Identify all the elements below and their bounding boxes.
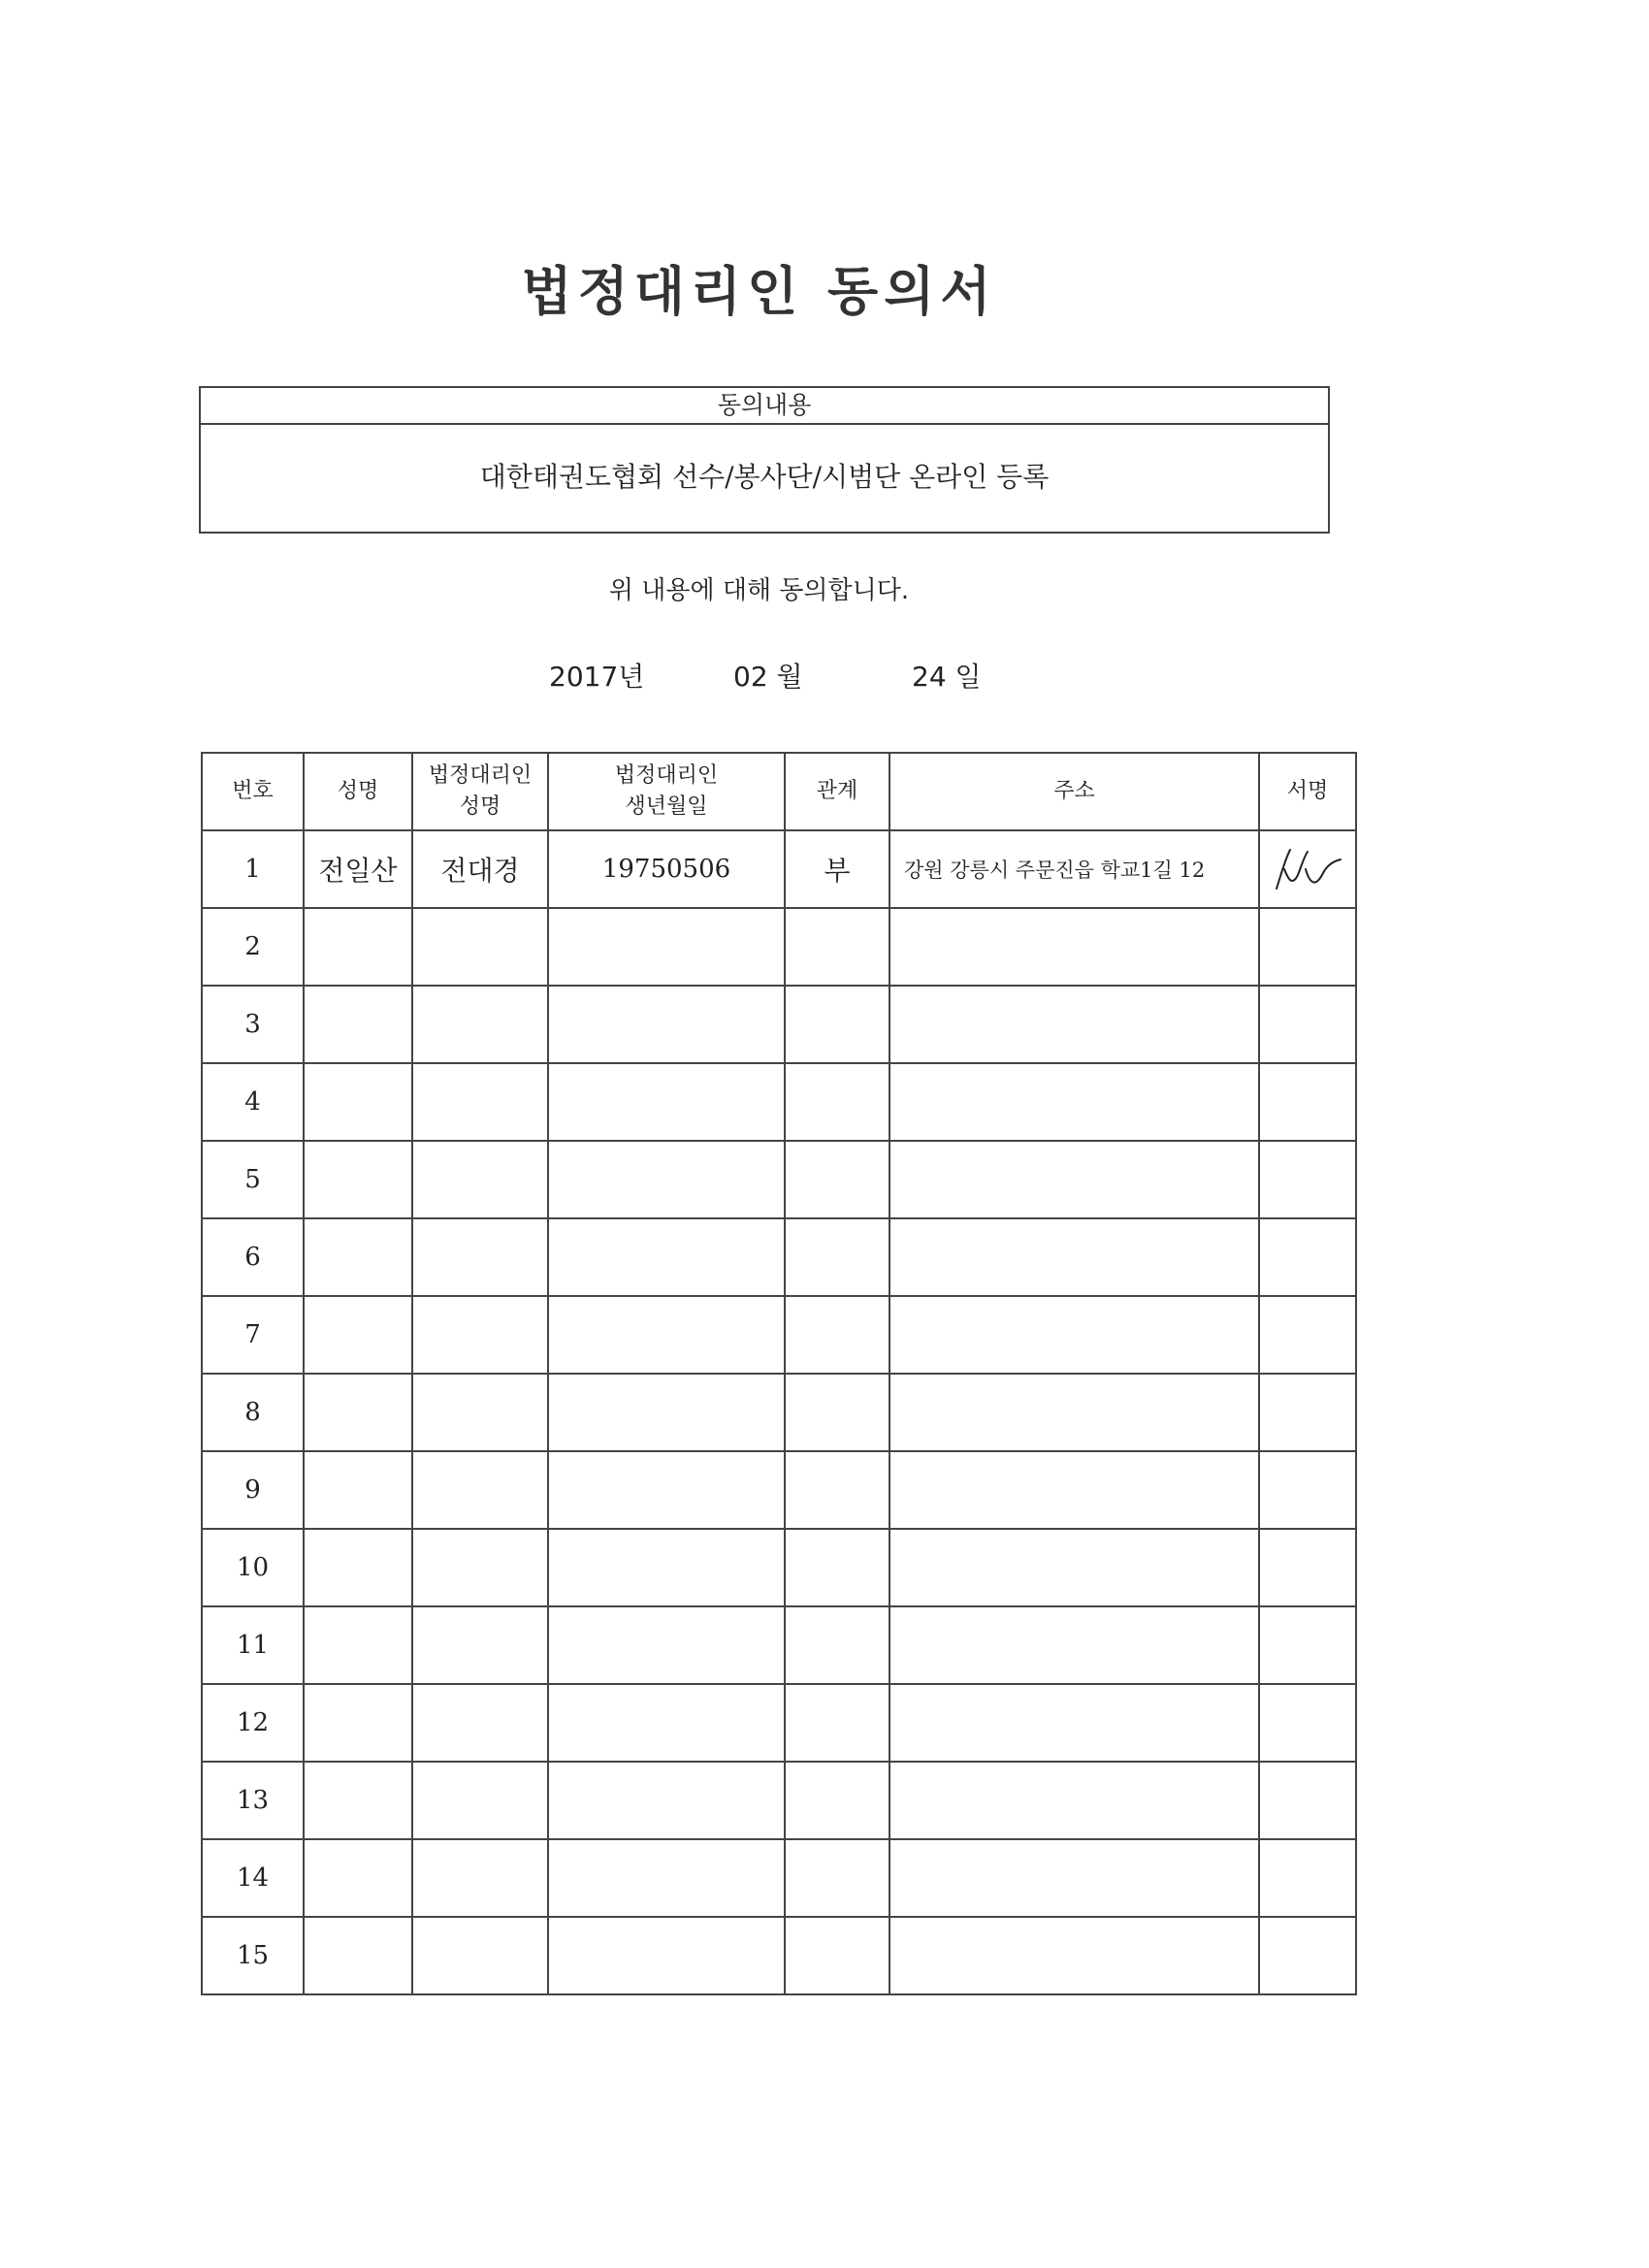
name-cell: [304, 1141, 412, 1218]
address-cell: [889, 1296, 1259, 1374]
table-row: [202, 1529, 1356, 1606]
table-row: [202, 1063, 1356, 1141]
table-row: [202, 1374, 1356, 1451]
table-row: [202, 1296, 1356, 1374]
guardian-name-cell: [412, 986, 548, 1063]
address-cell: [889, 908, 1259, 986]
consent-content: 대한태권도협회 선수/봉사단/시범단 온라인 등록: [479, 461, 1050, 493]
guardian-birth-cell: [548, 1529, 785, 1606]
row-number-cell: 4: [202, 1063, 304, 1141]
header-guardian-name: [412, 753, 548, 830]
signature-cell: [1259, 986, 1356, 1063]
signature-cell: [1259, 1451, 1356, 1529]
signature-cell: [1259, 1141, 1356, 1218]
name-cell: [304, 1529, 412, 1606]
guardian-birth-cell: [548, 1762, 785, 1839]
date-day: 24 일: [912, 661, 982, 693]
relation-cell: [785, 1218, 889, 1296]
signature-cell: [1259, 1606, 1356, 1684]
guardian-name-cell: [412, 908, 548, 986]
table-row: [202, 1839, 1356, 1917]
name-cell: [304, 1451, 412, 1529]
relation-cell: [785, 1451, 889, 1529]
address-cell: [889, 1141, 1259, 1218]
row-number-cell: 5: [202, 1141, 304, 1218]
signature-cell: [1259, 830, 1356, 908]
row-number-cell: 7: [202, 1296, 304, 1374]
address-cell: [889, 1063, 1259, 1141]
address-cell: [889, 1684, 1259, 1762]
guardian-birth-cell: [548, 1917, 785, 1994]
guardian-birth-cell: [548, 1451, 785, 1529]
header-relation: 관계: [785, 753, 889, 830]
header-no: 번호: [202, 753, 304, 830]
row-number-cell: 11: [202, 1606, 304, 1684]
guardian-birth-cell: [548, 1063, 785, 1141]
row-number-cell: 10: [202, 1529, 304, 1606]
consent-box: [199, 386, 1330, 534]
header-signature: 서명: [1259, 753, 1356, 830]
signature-cell: [1259, 908, 1356, 986]
name-cell: [304, 1839, 412, 1917]
relation-cell: [785, 1296, 889, 1374]
signature-cell: [1259, 1218, 1356, 1296]
guardian-name-cell: [412, 1218, 548, 1296]
guardian-birth-cell: [548, 1839, 785, 1917]
table-row: [202, 908, 1356, 986]
guardian-birth-cell: [548, 908, 785, 986]
address-cell: [889, 1529, 1259, 1606]
row-number-cell: 12: [202, 1684, 304, 1762]
name-cell: [304, 1684, 412, 1762]
address-cell: 강원 강릉시 주문진읍 학교1길 12: [889, 830, 1259, 908]
relation-cell: 부: [785, 830, 889, 908]
table-row: [202, 1218, 1356, 1296]
row-number-cell: 14: [202, 1839, 304, 1917]
header-guardian-birth: [548, 753, 785, 830]
document-title: 법정대리인 동의서: [521, 261, 997, 322]
date-year: 2017년: [549, 661, 645, 693]
guardian-name-cell: [412, 1141, 548, 1218]
relation-cell: [785, 1141, 889, 1218]
address-cell: [889, 1374, 1259, 1451]
table-row: [202, 1762, 1356, 1839]
address-cell: [889, 1606, 1259, 1684]
consent-header: 동의내용: [201, 388, 1328, 425]
date-month: 02 월: [733, 661, 803, 693]
row-number-cell: 13: [202, 1762, 304, 1839]
name-cell: [304, 908, 412, 986]
address-cell: [889, 1451, 1259, 1529]
table-row: [202, 1141, 1356, 1218]
address-cell: [889, 986, 1259, 1063]
handwritten-signature: [1269, 840, 1346, 898]
row-number-cell: 1: [202, 830, 304, 908]
address-cell: [889, 1917, 1259, 1994]
header-guardian-birth-line2: 생년월일: [625, 794, 708, 819]
row-number-cell: 8: [202, 1374, 304, 1451]
relation-cell: [785, 1762, 889, 1839]
guardian-name-cell: [412, 1917, 548, 1994]
header-name: 성명: [304, 753, 412, 830]
table-row: [202, 1917, 1356, 1994]
guardian-birth-cell: [548, 1141, 785, 1218]
header-guardian-birth-line1: 법정대리인: [614, 763, 719, 788]
name-cell: [304, 1063, 412, 1141]
address-cell: [889, 1839, 1259, 1917]
guardian-name-cell: [412, 1839, 548, 1917]
table-row: [202, 986, 1356, 1063]
signature-cell: [1259, 1839, 1356, 1917]
table-row: [202, 1606, 1356, 1684]
guardian-birth-cell: [548, 1374, 785, 1451]
header-guardian-name-line1: 법정대리인: [428, 763, 533, 788]
guardian-name-cell: [412, 1762, 548, 1839]
signature-cell: [1259, 1374, 1356, 1451]
name-cell: [304, 1296, 412, 1374]
name-cell: [304, 986, 412, 1063]
header-address: 주소: [889, 753, 1259, 830]
guardian-birth-cell: [548, 1218, 785, 1296]
relation-cell: [785, 1684, 889, 1762]
row-number-cell: 2: [202, 908, 304, 986]
guardian-name-cell: [412, 1606, 548, 1684]
row-number-cell: 6: [202, 1218, 304, 1296]
guardian-name-cell: [412, 1063, 548, 1141]
table-row: [202, 830, 1356, 908]
signature-cell: [1259, 1063, 1356, 1141]
relation-cell: [785, 1917, 889, 1994]
name-cell: [304, 1762, 412, 1839]
guardian-name-cell: [412, 1374, 548, 1451]
signature-cell: [1259, 1684, 1356, 1762]
guardian-birth-cell: [548, 1296, 785, 1374]
guardian-name-cell: [412, 1451, 548, 1529]
row-number-cell: 9: [202, 1451, 304, 1529]
relation-cell: [785, 908, 889, 986]
guardian-birth-cell: [548, 1606, 785, 1684]
relation-cell: [785, 1606, 889, 1684]
header-guardian-name-line2: 성명: [459, 794, 501, 819]
relation-cell: [785, 1374, 889, 1451]
address-cell: [889, 1762, 1259, 1839]
relation-cell: [785, 986, 889, 1063]
table-row: [202, 1451, 1356, 1529]
name-cell: [304, 1606, 412, 1684]
guardian-name-cell: [412, 1684, 548, 1762]
row-number-cell: 3: [202, 986, 304, 1063]
agreement-statement: 위 내용에 대해 동의합니다.: [608, 576, 910, 605]
name-cell: [304, 1374, 412, 1451]
row-number-cell: 15: [202, 1917, 304, 1994]
guardian-birth-cell: [548, 986, 785, 1063]
address-cell: [889, 1218, 1259, 1296]
signature-cell: [1259, 1917, 1356, 1994]
table-header-row: [202, 753, 1356, 830]
guardian-name-cell: 전대경: [412, 830, 548, 908]
relation-cell: [785, 1839, 889, 1917]
signature-cell: [1259, 1762, 1356, 1839]
guardian-table: [201, 752, 1357, 1995]
guardian-birth-cell: 19750506: [548, 830, 785, 908]
name-cell: [304, 1218, 412, 1296]
guardian-name-cell: [412, 1529, 548, 1606]
signature-cell: [1259, 1296, 1356, 1374]
name-cell: [304, 1917, 412, 1994]
relation-cell: [785, 1063, 889, 1141]
signature-cell: [1259, 1529, 1356, 1606]
relation-cell: [785, 1529, 889, 1606]
guardian-name-cell: [412, 1296, 548, 1374]
table-row: [202, 1684, 1356, 1762]
guardian-birth-cell: [548, 1684, 785, 1762]
name-cell: 전일산: [304, 830, 412, 908]
